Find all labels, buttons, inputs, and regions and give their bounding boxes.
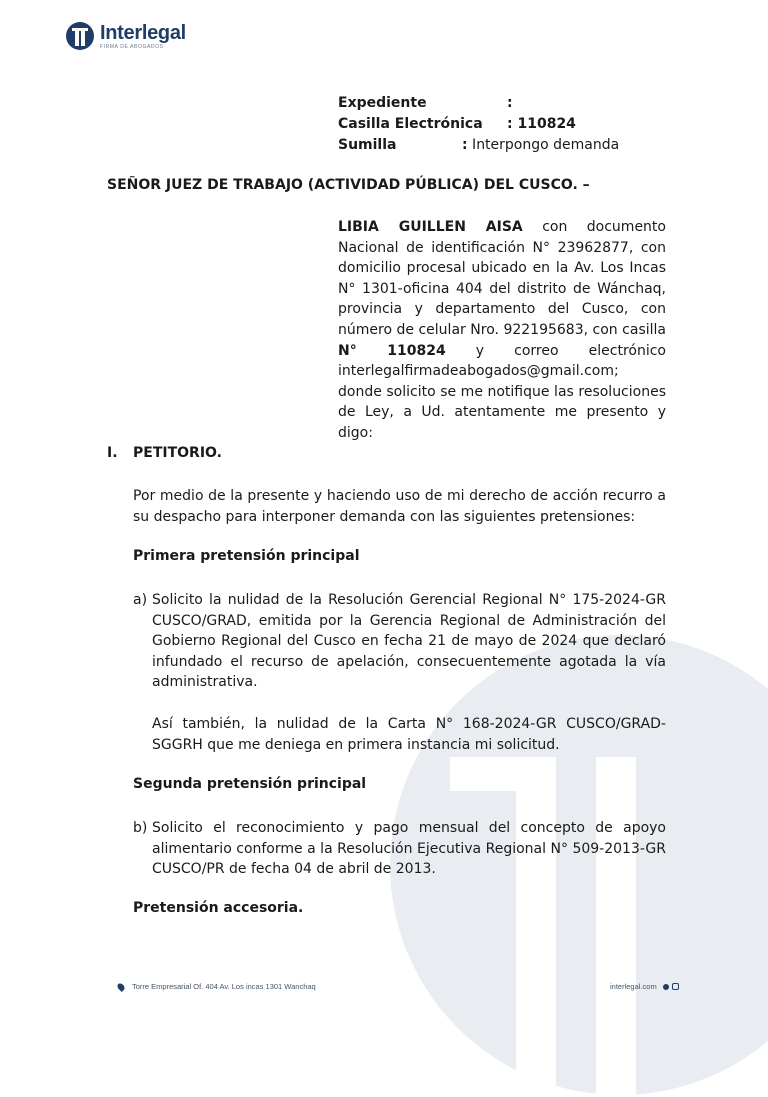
footer-address-text: Torre Empresarial Of. 404 Av. Los incas 1301 Wanchaq [132, 982, 316, 991]
brand-logo [66, 22, 186, 50]
primera-pretension-heading: Primera pretensión principal [133, 548, 360, 564]
expediente-label: Expediente [338, 95, 427, 111]
primera-extra: Así también, la nulidad de la Carta N° 168-2024-GR CUSCO/GRAD-SGGRH que me deniega en primera instancia mi solicitud. [152, 716, 666, 753]
casilla-number: N° 110824 [338, 342, 446, 359]
addressee-heading: SEÑOR JUEZ DE TRABAJO (ACTIVIDAD PÚBLICA) DEL CUSCO. – [107, 177, 590, 193]
case-header [338, 93, 620, 156]
intro-text-2: y correo electrónico interlegalfirmadeabogados@gmail.com; donde solicito se me notifique las resoluciones de Ley, a Ud. atentamente me presento y digo: [338, 342, 666, 441]
sumilla-value: : Interpongo demanda [462, 137, 620, 153]
section-title: PETITORIO. [133, 445, 222, 461]
list-item-b [133, 818, 666, 880]
expediente-value: : [507, 95, 513, 111]
section-petitorio-heading [107, 445, 222, 461]
list-item-text: Solicito la nulidad de la Resolución Gerencial Regional N° 175-2024-GR CUSCO/GRAD, emitida por la Gerencia Regional de Administración del Gobierno Regional del Cusco en fecha 21 de mayo de 2024 que declaró infundado el recurso de apelación, consecuentemente agotada la vía administrativa. [152, 592, 666, 691]
plaintiff-name: LIBIA GUILLEN AISA [338, 219, 523, 235]
list-marker: a) [133, 592, 148, 608]
location-pin-icon [116, 982, 126, 992]
petitorio-intro: Por medio de la presente y haciendo uso de mi derecho de acción recurro a su despacho para interponer demanda con las siguientes pretensiones: [133, 488, 666, 525]
list-item-text: Solicito el reconocimiento y pago mensual del concepto de apoyo alimentario conforme a la Resolución Ejecutiva Regional N° 509-2013-GR CUSCO/PR de fecha 04 de abril de 2013. [152, 820, 666, 878]
casilla-value: : 110824 [507, 116, 576, 132]
sumilla-label: Sumilla [338, 137, 397, 153]
casilla-label: Casilla Electrónica [338, 116, 483, 132]
brand-name: Interlegal [100, 21, 186, 44]
footer-contact [610, 982, 679, 991]
segunda-pretension-heading: Segunda pretensión principal [133, 776, 367, 792]
brand-tagline: FIRMA DE ABOGADOS [100, 43, 164, 50]
instagram-icon[interactable] [672, 983, 679, 990]
accesoria-heading: Pretensión accesoria. [133, 900, 304, 916]
intro-paragraph [338, 217, 666, 444]
list-marker: b) [133, 820, 148, 836]
logo-icon [66, 22, 94, 50]
website-link[interactable]: interlegal.com [610, 982, 657, 991]
list-item-a [133, 590, 666, 693]
intro-text-1: con documento Nacional de identificación N° 23962877, con domicilio procesal ubicado en la Av. Los Incas N° 1301-oficina 404 del distrito de Wánchaq, provincia y departamento del Cusco, con número de celular Nro. 922195683, con casilla [338, 219, 666, 338]
footer-address [118, 982, 316, 991]
facebook-icon[interactable] [663, 984, 669, 990]
section-number: I. [107, 445, 118, 461]
